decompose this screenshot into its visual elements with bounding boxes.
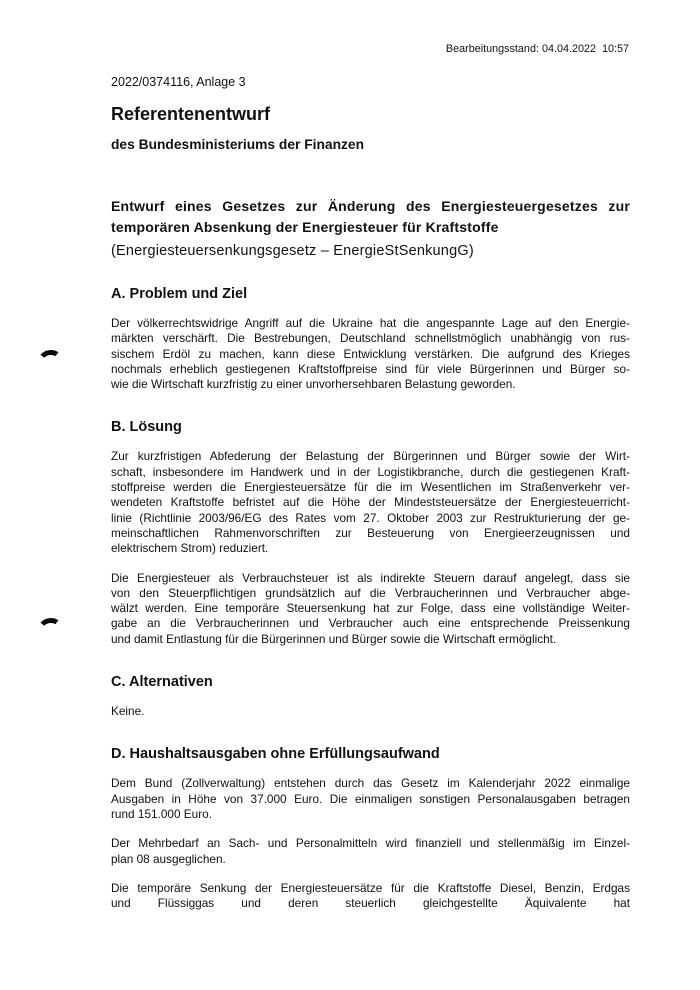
text-line: sischem Erdöl zu machen, kann diese Entwicklung verstärken. Die aufgrund des Krieges <box>111 346 630 361</box>
text-line: linie (Richtlinie 2003/96/EG des Rates vom 27. Oktober 2003 zur Restrukturierung der ge- <box>111 510 630 525</box>
text-line: Entwurf eines Gesetzes zur Änderung des Energiesteuergesetzes zur <box>111 198 630 214</box>
text-line: meinschaftlichen Rahmenvorschriften zur Besteuerung von Energieerzeugnissen und <box>111 525 630 540</box>
paragraph <box>111 776 630 822</box>
document-type-heading: Referentenentwurf <box>111 104 271 124</box>
ministry-line: des Bundesministeriums der Finanzen <box>111 137 364 152</box>
text-line: Der Mehrbedarf an Sach- und Personalmitteln wird finanziell und stellenmäßig im Einzel- <box>111 836 630 851</box>
paragraph <box>111 571 630 647</box>
text-line: Die temporäre Senkung der Energiesteuersätze für die Kraftstoffe Diesel, Benzin, Erdgas <box>111 880 630 895</box>
text-line: gabe an die Verbraucherinnen und Verbraucher auch eine entsprechende Preissenkung <box>111 616 630 631</box>
text-line: von den Steuerpflichtigen grundsätzlich auf die Verbraucherinnen und Verbraucher abge- <box>111 585 630 600</box>
text-line: wie die Wirtschaft kurzfristig zu einer unvorhersehbaren Belastung geworden. <box>111 377 516 392</box>
text-line: nochmals erheblich gestiegenen Kraftstoffpreise sind für viele Bürgerinnen und Bürger so- <box>111 361 630 376</box>
section-heading-C: C. Alternativen <box>111 674 213 691</box>
document-content <box>111 43 630 911</box>
text-line: Dem Bund (Zollverwaltung) entstehen durch das Gesetz im Kalenderjahr 2022 einmalige <box>111 776 630 791</box>
text-line: Die Energiesteuer als Verbrauchsteuer ist als indirekte Steuern darauf angelegt, dass sie <box>111 570 630 585</box>
text-line: wendeten Kraftstoffe befristet auf die Höhe der Mindeststeuersätze der Energiesteuerricht- <box>111 495 630 510</box>
text-line: rund 151.000 Euro. <box>111 806 213 821</box>
text-line: und damit Entlastung für die Bürgerinnen und Bürger sowie die Wirtschaft ermöglicht. <box>111 631 557 646</box>
punch-mark-icon <box>37 616 65 641</box>
bill-title <box>111 196 630 238</box>
punch-mark-icon <box>37 348 65 373</box>
text-line: wälzt werden. Eine temporäre Steuersenkung hat zur Folge, dass eine vollständige Weiter- <box>111 601 630 616</box>
text-line: stoffpreise werden die Energiesteuersätze für die im Wesentlichen im Straßenverkehr ver- <box>111 480 630 495</box>
paragraph <box>111 704 630 719</box>
short-title: (Energiesteuersenkungsgesetz – EnergieStSenkungG) <box>111 243 474 259</box>
text-line: märkten verschärft. Die Bestrebungen, Deutschland schnellstmöglich unabhängig von rus- <box>111 331 630 346</box>
text-line: Zur kurzfristigen Abfederung der Belastung der Bürgerinnen und Bürger sowie der Wirt- <box>111 449 630 464</box>
paragraph <box>111 449 630 556</box>
text-line: temporären Absenkung der Energiesteuer für Kraftstoffe <box>111 219 499 235</box>
sections-container <box>111 286 630 911</box>
text-line: Ausgaben in Höhe von 37.000 Euro. Die einmaligen sonstigen Personalausgaben betragen <box>111 791 630 806</box>
text-line: schaft, insbesondere im Handwerk und in der Logistikbranche, durch die gestiegenen Kraft- <box>111 464 630 479</box>
text-line: und Flüssiggas und deren steuerlich gleichgestellte Äquivalente hat <box>111 896 630 911</box>
text-line: Keine. <box>111 704 145 719</box>
section-heading-A: A. Problem und Ziel <box>111 286 248 302</box>
section-heading-D: D. Haushaltsausgaben ohne Erfüllungsaufwand <box>111 746 440 763</box>
text-line: elektrischem Strom) reduziert. <box>111 541 269 556</box>
text-line: plan 08 ausgeglichen. <box>111 851 226 866</box>
section-heading-B: B. Lösung <box>111 419 182 436</box>
paragraph <box>111 836 630 867</box>
file-reference: 2022/0374116, Anlage 3 <box>111 75 246 89</box>
paragraph <box>111 316 630 392</box>
paragraph <box>111 881 630 912</box>
edit-status: Bearbeitungsstand: 04.04.2022 10:57 <box>445 43 629 55</box>
text-line: Der völkerrechtswidrige Angriff auf die Ukraine hat die angespannte Lage auf den Energie- <box>111 316 630 330</box>
